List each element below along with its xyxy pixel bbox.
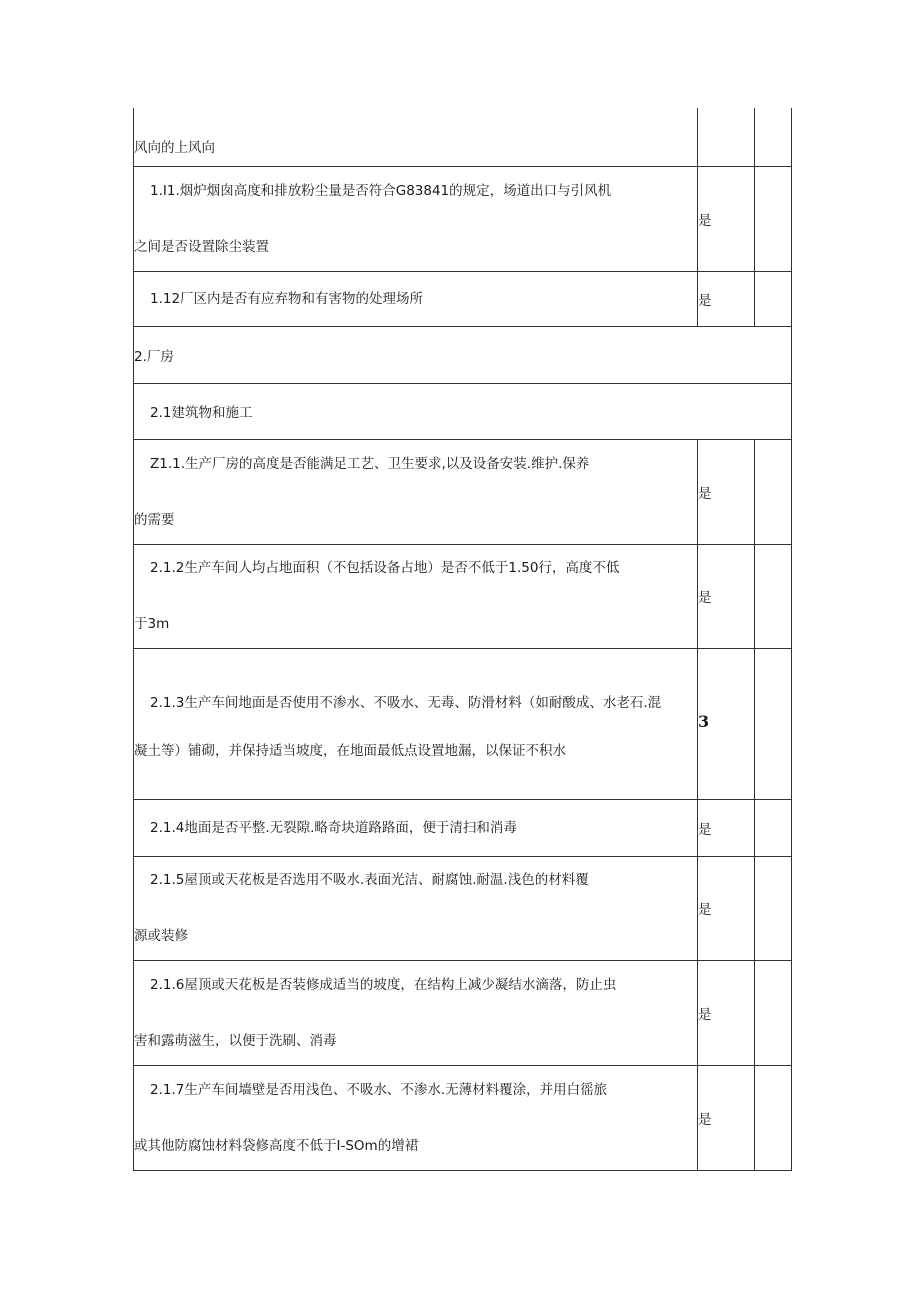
item-text-line1: 2.1.3生产车间地面是否使用不渗水、不吸水、无毒、防滑材料（如耐酸成、水老石.混 <box>150 694 662 711</box>
item-text <box>134 684 697 764</box>
item-text-cell <box>134 1065 698 1170</box>
item-text <box>134 815 697 841</box>
table-row <box>134 544 792 648</box>
item-text-cell <box>134 108 698 166</box>
item-text-line1: 2.1.6屋顶或天花板是否装修成适当的坡度，在结构上减少凝结水滴落，防止虫 <box>150 976 617 993</box>
item-text-line2: 凝土等）铺砌，并保持适当坡度，在地面最低点设置地漏，以保证不积水 <box>134 742 566 759</box>
answer-cell <box>698 271 755 326</box>
table-row <box>134 166 792 271</box>
remark-cell <box>755 856 792 960</box>
answer-text: 是 <box>698 212 712 229</box>
section-heading: 2.厂房 <box>134 326 792 383</box>
item-text <box>134 867 697 949</box>
remark-cell <box>755 648 792 799</box>
item-text-line1: 2.1.4地面是否平整.无裂隙.略奇块道路路面，便于清扫和消毒 <box>150 819 517 836</box>
table-row <box>134 439 792 544</box>
answer-text: 是 <box>698 590 712 606</box>
item-text-line2: 的需要 <box>134 511 175 528</box>
checklist-sheet <box>133 108 791 1171</box>
remark-cell <box>755 271 792 326</box>
table-row <box>134 856 792 960</box>
remark-cell <box>755 439 792 544</box>
answer-text: 是 <box>698 821 712 838</box>
subsection-heading: 2.1建筑物和施工 <box>134 383 792 439</box>
item-text-line1: 2.1.7生产车间墙壁是否用浅色、不吸水、不渗水.无薄材料覆涂，并用白徭旅 <box>150 1081 608 1098</box>
remark-cell <box>755 166 792 271</box>
answer-text: 是 <box>698 485 712 502</box>
answer-cell <box>698 1065 755 1170</box>
section-row <box>134 326 792 383</box>
item-text-line2: 之间是否设置除尘装置 <box>134 238 269 255</box>
answer-text: 是 <box>698 902 712 918</box>
item-text-line1: Z1.1.生产厂房的高度是否能满足工艺、卫生要求,以及设备安装.维护.保养 <box>150 455 590 472</box>
item-text <box>134 555 697 637</box>
answer-cell <box>698 108 755 166</box>
answer-cell <box>698 856 755 960</box>
checklist-table <box>133 108 792 1171</box>
item-text <box>134 1077 697 1159</box>
answer-cell <box>698 799 755 856</box>
answer-cell <box>698 960 755 1065</box>
answer-text: 是 <box>698 1006 712 1023</box>
item-text-cell <box>134 648 698 799</box>
table-row <box>134 960 792 1065</box>
item-text-line2: 或其他防腐蚀材料袋修高度不低于I-SOm的增裙 <box>134 1137 419 1154</box>
item-text <box>134 178 697 260</box>
item-text-cell <box>134 856 698 960</box>
remark-cell <box>755 544 792 648</box>
table-row <box>134 271 792 326</box>
table-row <box>134 1065 792 1170</box>
remark-cell <box>755 108 792 166</box>
remark-cell <box>755 799 792 856</box>
item-text-line1: 1.I1.烟炉烟囱高度和排放粉尘量是否符合G83841的规定，场道出口与引风机 <box>150 182 612 199</box>
item-text-cell <box>134 799 698 856</box>
item-text-cell <box>134 960 698 1065</box>
item-text-cell <box>134 271 698 326</box>
item-text-line2: 风向的上风向 <box>134 139 215 156</box>
item-text-cell <box>134 166 698 271</box>
item-text-cell <box>134 544 698 648</box>
item-text-cell <box>134 439 698 544</box>
answer-text: 是 <box>698 292 712 309</box>
item-text-line1: 2.1.2生产车间人均占地面积（不包括设备占地）是否不低于1.50行，高度不低 <box>150 560 620 576</box>
table-row <box>134 799 792 856</box>
answer-text: 是 <box>698 1111 712 1128</box>
item-text-line1: 1.12厂区内是否有应弃物和有害物的处理场所 <box>150 290 424 307</box>
table-row <box>134 648 792 799</box>
item-text-line1: 2.1.5屋顶或天花板是否选用不吸水.表面光洁、耐腐蚀.耐温.浅色的材料覆 <box>150 872 589 888</box>
item-text <box>134 972 697 1054</box>
item-text-line2: 害和露萌滋生，以便于洗刷、消毒 <box>134 1032 337 1049</box>
item-text-line2: 源或装修 <box>134 928 188 944</box>
table-row <box>134 108 792 166</box>
remark-cell <box>755 960 792 1065</box>
subsection-row <box>134 383 792 439</box>
answer-cell <box>698 439 755 544</box>
item-text <box>134 286 697 312</box>
answer-text: 3 <box>698 712 710 731</box>
remark-cell <box>755 1065 792 1170</box>
answer-cell <box>698 648 755 799</box>
item-text-line2: 于3m <box>134 616 170 632</box>
answer-cell <box>698 544 755 648</box>
item-text <box>134 451 697 533</box>
answer-cell <box>698 166 755 271</box>
